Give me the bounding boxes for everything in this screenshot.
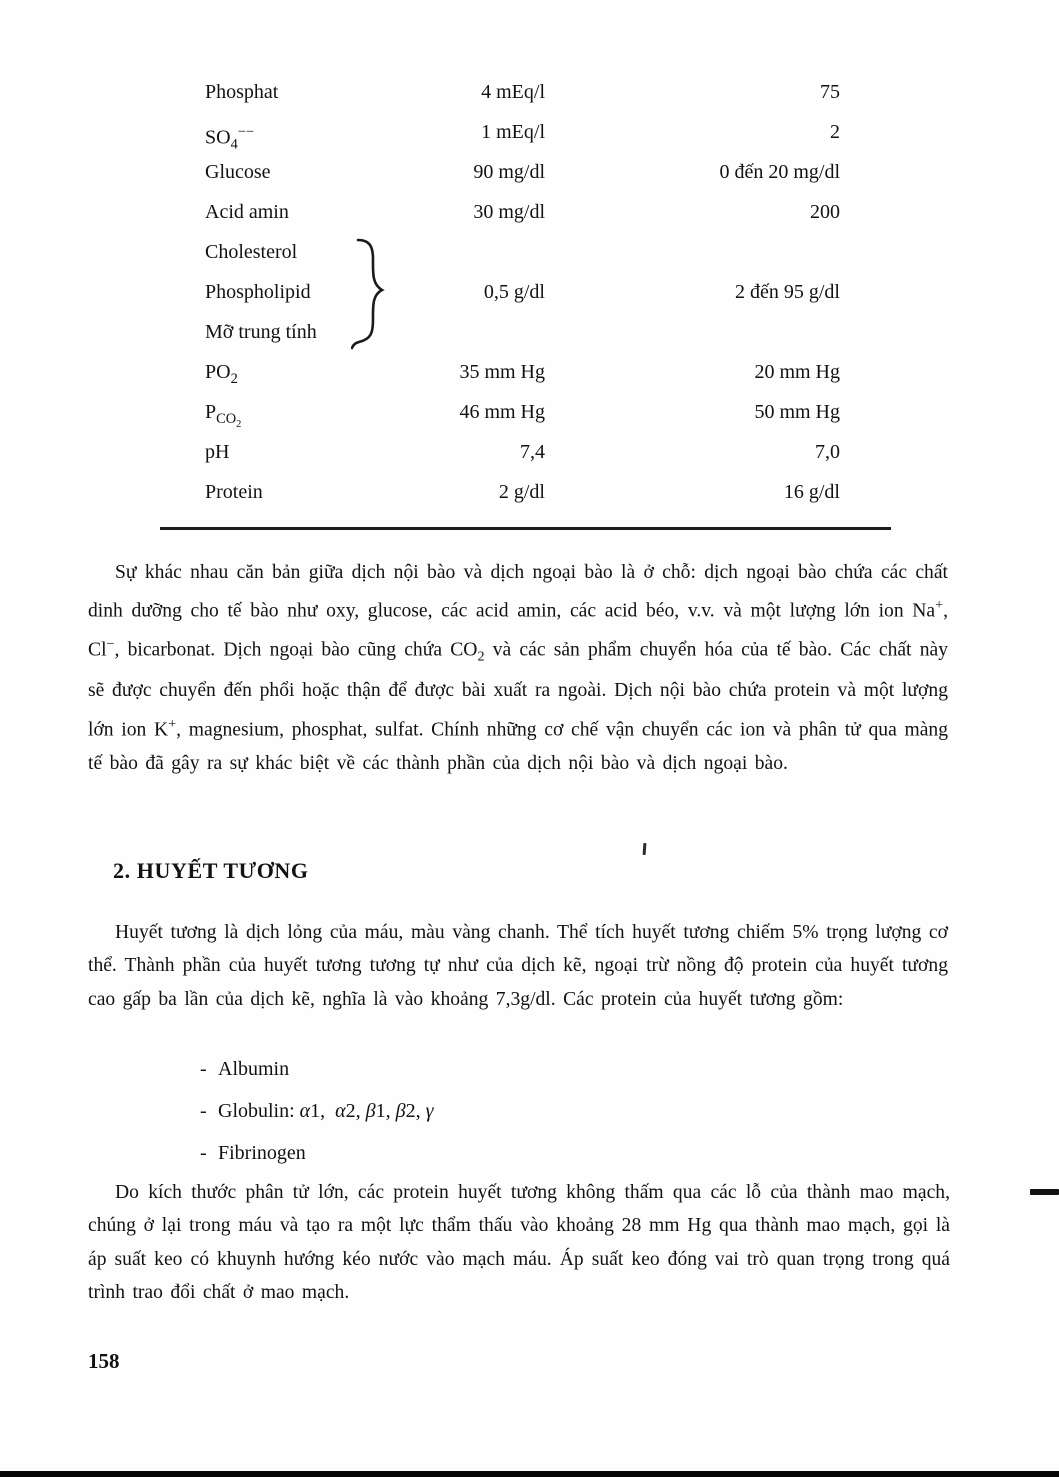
section-heading-huyet-tuong: 2. HUYẾT TƯƠNG (113, 858, 309, 883)
substance-label: Mỡ trung tính (205, 321, 317, 343)
paragraph-intracellular-extracellular: Sự khác nhau căn bản giữa dịch nội bào và dịch ngoại bào là ở chỗ: dịch ngoại bào chứa các chất dinh dưỡng cho tế bào như oxy, glucose, các acid amin, các acid béo, v.v. và một lượng lớn ion Na+, Cl−, bicarbonat. Dịch ngoại bào cũng chứa $CO_2$ và các sản phẩm chuyển hóa của tế bào. Các chất này sẽ được chuyển đến phổi hoặc thận để được bài xuất ra ngoài. Dịch nội bào chứa protein và một lượng lớn ion K+, magnesium, phosphat, sulfat. Chính những cơ chế vận chuyển các ion và phân tử qua màng tế bào đã gây ra sự khác biệt về các thành phần của dịch nội bào và dịch ngoại bào. (88, 562, 949, 774)
list-marker: - (200, 1058, 207, 1080)
table-row (205, 72, 840, 112)
table-row (205, 472, 840, 512)
list-item (200, 1090, 434, 1132)
scan-edge-bottom-bar (0, 1471, 1059, 1477)
substance-label: $SO_4^{--}$ (205, 124, 255, 153)
col1-value: 4 mEq/l (481, 81, 545, 103)
col2-value: 200 (810, 201, 840, 223)
col2-value: 2 (830, 121, 840, 143)
right-margin-dash-mark (1030, 1189, 1059, 1195)
col2-value: 0 đến 20 mg/dl (719, 161, 840, 183)
table-row (205, 112, 840, 152)
col2-value: 20 mm Hg (754, 361, 840, 383)
list-item (200, 1048, 434, 1090)
substance-label: Acid amin (205, 201, 289, 223)
substance-label: Cholesterol (205, 241, 298, 263)
scan-artifact-mark (643, 843, 647, 855)
table-row (205, 432, 840, 472)
list-item-label: Albumin (218, 1058, 290, 1080)
col2-value: 7,0 (815, 441, 840, 463)
col1-value: 7,4 (520, 441, 545, 463)
col1-value: 90 mg/dl (473, 161, 545, 183)
table-row (205, 192, 840, 232)
col2-value: 2 đến 95 g/dl (735, 281, 840, 303)
col1-value: 35 mm Hg (459, 361, 545, 383)
substance-label: $P_{CO_2}$ (205, 401, 242, 430)
fluid-composition-table (205, 72, 840, 512)
col2-value: 16 g/dl (783, 481, 840, 503)
table-row (205, 352, 840, 392)
list-marker: - (200, 1100, 207, 1122)
list-marker: - (200, 1142, 207, 1164)
col1-value: 30 mg/dl (473, 201, 545, 223)
substance-label: Phospholipid (205, 281, 311, 303)
col1-value: 1 mEq/l (481, 121, 545, 143)
table-bottom-rule (160, 527, 891, 530)
col1-value: 0,5 g/dl (483, 281, 545, 303)
col2-value: 75 (820, 81, 840, 103)
substance-label: $PO_2$ (205, 361, 238, 387)
plasma-protein-list (200, 1048, 434, 1174)
list-item-label: Globulin: α1, α2, β1, β2, γ (218, 1100, 434, 1122)
list-item (200, 1132, 434, 1174)
substance-label: pH (205, 441, 230, 463)
substance-label: Phosphat (205, 81, 279, 103)
lipid-brace-group (205, 232, 840, 352)
page-number: 158 (88, 1349, 120, 1373)
substance-label: Glucose (205, 161, 271, 183)
paragraph-plasma-description: Huyết tương là dịch lỏng của máu, màu vàng chanh. Thể tích huyết tương chiếm 5% trọng lượng cơ thể. Thành phần của huyết tương tương tự như của dịch kẽ, ngoại trừ nồng độ protein của huyết tương cao gấp ba lần của dịch kẽ, nghĩa là vào khoảng 7,3g/dl. Các protein của huyết tương gồm: (88, 922, 948, 1010)
table-row (205, 392, 840, 432)
paragraph-colloid-pressure: Do kích thước phân tử lớn, các protein huyết tương không thấm qua các lỗ của thành mao mạch, chúng ở lại trong máu và tạo ra một lực thẩm thấu vào khoảng 28 mm Hg qua thành mao mạch, gọi là áp suất keo có khuynh hướng kéo nước vào mạch máu. Áp suất keo đóng vai trò quan trọng trong quá trình trao đổi chất ở mao mạch. (88, 1182, 950, 1304)
table-row (205, 152, 840, 192)
substance-label: Protein (205, 481, 263, 503)
col1-value: 2 g/dl (498, 481, 545, 503)
list-item-label: Fibrinogen (218, 1142, 306, 1164)
col2-value: 50 mm Hg (754, 401, 840, 423)
col1-value: 46 mm Hg (459, 401, 545, 423)
